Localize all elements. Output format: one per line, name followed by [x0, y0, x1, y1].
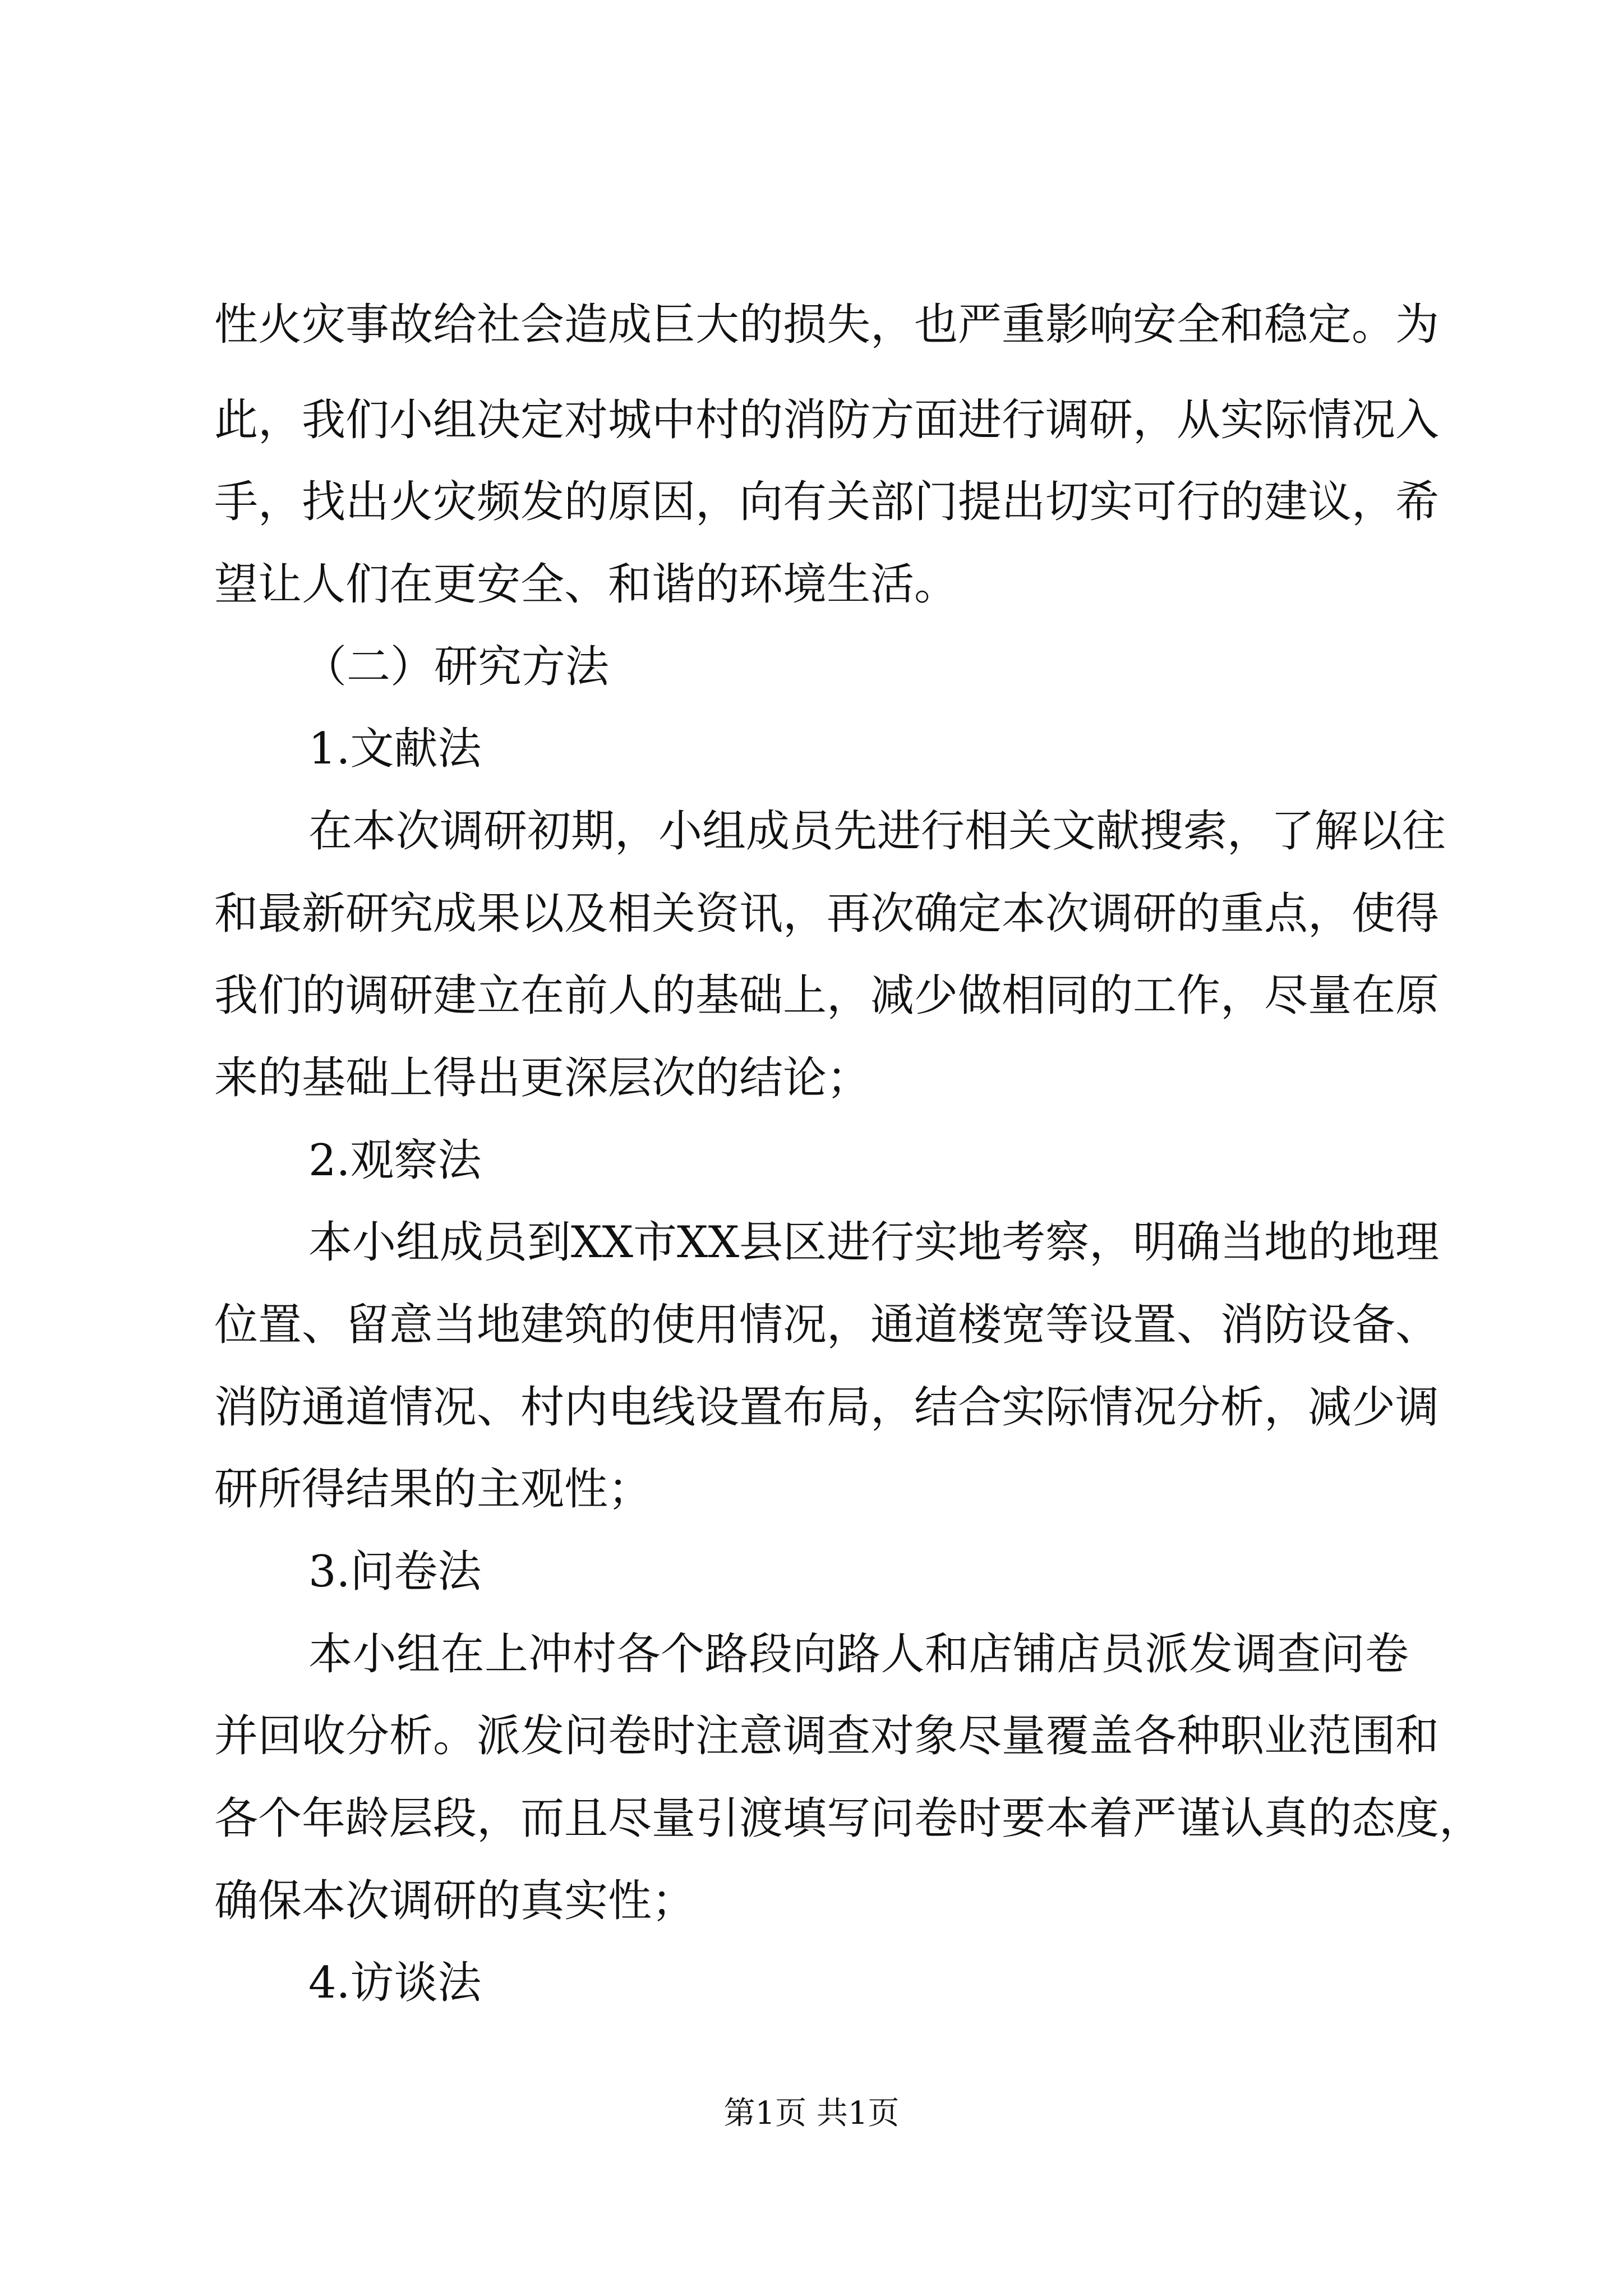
- paragraph-line: 来的基础上得出更深层次的结论；: [214, 1053, 871, 1103]
- paragraph-line: 本小组成员到XX市XX县区进行实地考察，明确当地的地理: [308, 1217, 1440, 1268]
- method-heading: 3.问卷法: [308, 1547, 482, 1597]
- paragraph-line: 确保本次调研的真实性；: [214, 1876, 696, 1926]
- method-heading: 1.文献法: [308, 724, 482, 774]
- paragraph-line: 各个年龄层段，而且尽量引渡填写问卷时要本着严谨认真的态度，: [214, 1793, 1483, 1844]
- paragraph-line: 本小组在上冲村各个路段向路人和店铺店员派发调查问卷: [308, 1629, 1409, 1680]
- paragraph-line: 望让人们在更安全、和谐的环境生活。: [214, 559, 958, 610]
- paragraph-line: 位置、留意当地建筑的使用情况，通道楼宽等设置、消防设备、: [214, 1300, 1440, 1350]
- paragraph-line: 我们的调研建立在前人的基础上，减少做相同的工作，尽量在原: [214, 970, 1440, 1021]
- paragraph-line: 在本次调研初期，小组成员先进行相关文献搜索，了解以往: [308, 806, 1446, 857]
- paragraph-line: 性火灾事故给社会造成巨大的损失，也严重影响安全和稳定。为: [214, 300, 1440, 350]
- paragraph-line: 手，找出火灾频发的原因，向有关部门提出切实可行的建议，希: [214, 477, 1440, 527]
- paragraph-line: 并回收分析。派发问卷时注意调查对象尽量覆盖各种职业范围和: [214, 1711, 1440, 1761]
- method-heading: 4.访谈法: [308, 1958, 482, 2008]
- page-footer: 第1页 共1页: [723, 2095, 900, 2132]
- method-heading: 2.观察法: [308, 1135, 482, 1186]
- paragraph-line: 研所得结果的主观性；: [214, 1464, 652, 1515]
- paragraph-line: 和最新研究成果以及相关资讯，再次确定本次调研的重点，使得: [214, 889, 1440, 939]
- paragraph-line: 此，我们小组决定对城中村的消防方面进行调研，从实际情况入: [214, 395, 1440, 445]
- section-heading: （二）研究方法: [303, 642, 610, 692]
- paragraph-line: 消防通道情况、村内电线设置布局，结合实际情况分析，减少调: [214, 1382, 1440, 1433]
